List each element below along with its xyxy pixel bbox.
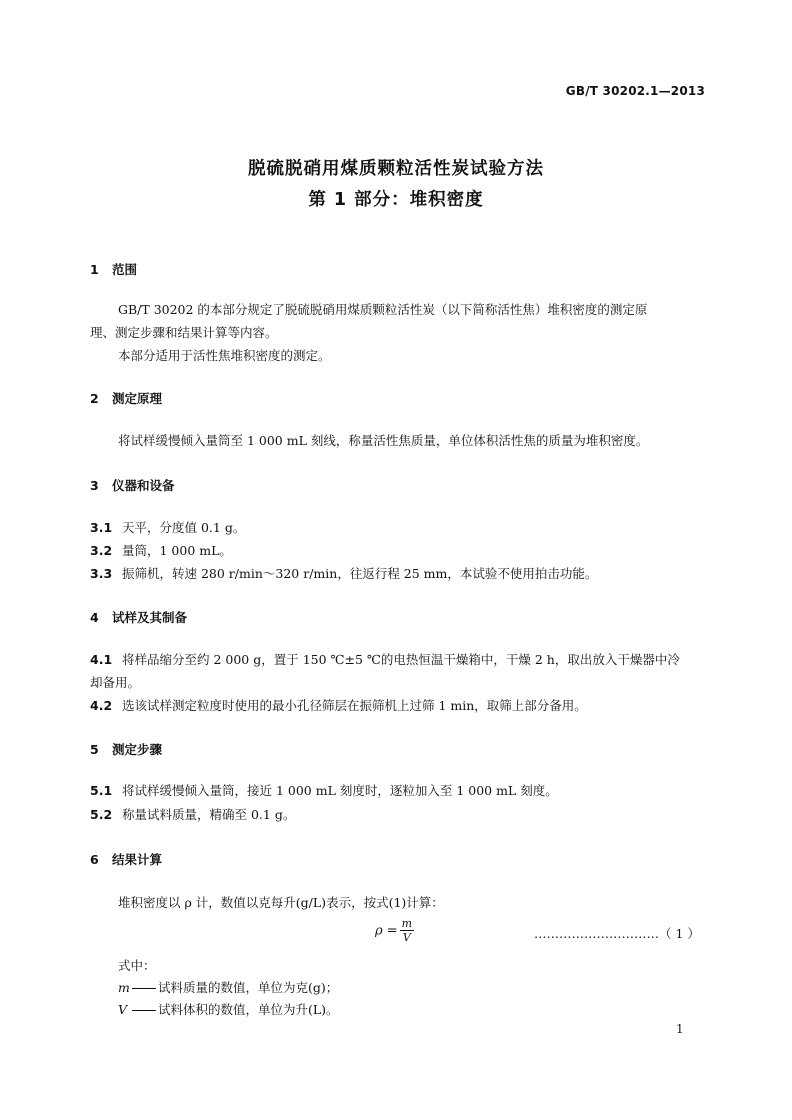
section-number: 5	[90, 742, 99, 757]
clause-4-1-continued: 却备用。	[90, 675, 141, 690]
clause-number: 5.2	[90, 807, 113, 822]
clause-number: 5.1	[90, 783, 113, 798]
clause-text: 称量试料质量，精确至 0.1 g。	[122, 807, 296, 822]
formula-lhs: ρ =	[375, 923, 398, 939]
clause-number: 4.1	[90, 652, 113, 667]
page-number: 1	[676, 1022, 684, 1036]
variable-description: 试料质量的数值，单位为克(g)；	[158, 980, 339, 995]
paragraph: 理、测定步骤和结果计算等内容。	[90, 325, 278, 340]
variable-description: 试料体积的数值，单位为升(L)。	[158, 1002, 339, 1017]
section-number: 2	[90, 391, 99, 406]
clause-text: 量筒，1 000 mL。	[122, 543, 232, 558]
clause-5-1	[90, 781, 558, 799]
section-number: 1	[90, 262, 99, 277]
formula-1	[375, 918, 414, 944]
paragraph: 堆积密度以 ρ 计，数值以克每升(g/L)表示，按式(1)计算：	[118, 895, 444, 910]
section-title: 结果计算	[112, 852, 163, 867]
clause-text: 将试样缓慢倾入量筒，接近 1 000 mL 刻度时，逐粒加入至 1 000 mL 刻度。	[122, 783, 558, 798]
section-title: 仪器和设备	[112, 478, 175, 493]
where-label: 式中：	[118, 958, 156, 973]
formula-numerator: m	[401, 917, 413, 930]
section-title: 范围	[112, 262, 138, 277]
em-dash	[132, 1010, 156, 1011]
section-title: 试样及其制备	[112, 610, 188, 625]
document-title: 脱硫脱硝用煤质颗粒活性炭试验方法	[248, 159, 544, 179]
section-4-heading	[90, 608, 187, 626]
clause-3-2	[90, 541, 232, 559]
clause-number: 4.2	[90, 698, 113, 713]
section-number: 3	[90, 478, 99, 493]
clause-text: 天平，分度值 0.1 g。	[122, 520, 246, 535]
clause-number: 3.1	[90, 520, 113, 535]
formula-fraction	[400, 918, 414, 944]
paragraph: GB/T 30202 的本部分规定了脱硫脱硝用煤质颗粒活性炭（以下简称活性焦）堆积密度的测定原	[118, 302, 648, 317]
clause-3-1	[90, 518, 245, 536]
em-dash	[132, 988, 156, 989]
variable-definition-v	[118, 1000, 339, 1018]
section-2-heading	[90, 389, 162, 407]
section-number: 6	[90, 852, 99, 867]
clause-5-2	[90, 805, 295, 823]
clause-4-1	[90, 650, 680, 668]
section-5-heading	[90, 740, 162, 758]
formula-denominator: V	[402, 931, 411, 944]
clause-number: 3.2	[90, 543, 113, 558]
standard-number: GB/T 30202.1—2013	[565, 84, 705, 98]
variable-symbol: m	[118, 980, 130, 995]
section-6-heading	[90, 850, 162, 868]
variable-definition-m	[118, 978, 338, 996]
paragraph: 本部分适用于活性焦堆积密度的测定。	[118, 348, 331, 363]
clause-text: 振筛机，转速 280 r/min～320 r/min，往返行程 25 mm，本试验不使用拍击功能。	[122, 566, 598, 581]
paragraph: 将试样缓慢倾入量筒至 1 000 mL 刻线，称量活性焦质量，单位体积活性焦的质量为堆积密度。	[118, 433, 649, 448]
clause-4-2	[90, 696, 587, 714]
section-number: 4	[90, 610, 99, 625]
section-3-heading	[90, 476, 175, 494]
variable-symbol: V	[118, 1002, 128, 1017]
clause-text: 选该试样测定粒度时使用的最小孔径筛层在振筛机上过筛 1 min，取筛上部分备用。	[122, 698, 587, 713]
formula-number: …………………………（ 1 ）	[534, 926, 700, 941]
document-subtitle: 第 1 部分：堆积密度	[308, 190, 484, 210]
clause-number: 3.3	[90, 566, 113, 581]
section-1-heading	[90, 260, 137, 278]
clause-3-3	[90, 564, 597, 582]
clause-text: 将样品缩分至约 2 000 g，置于 150 ℃±5 ℃的电热恒温干燥箱中，干燥 2 h，取出放入干燥器中冷	[122, 652, 680, 667]
section-title: 测定原理	[112, 391, 163, 406]
section-title: 测定步骤	[112, 742, 163, 757]
